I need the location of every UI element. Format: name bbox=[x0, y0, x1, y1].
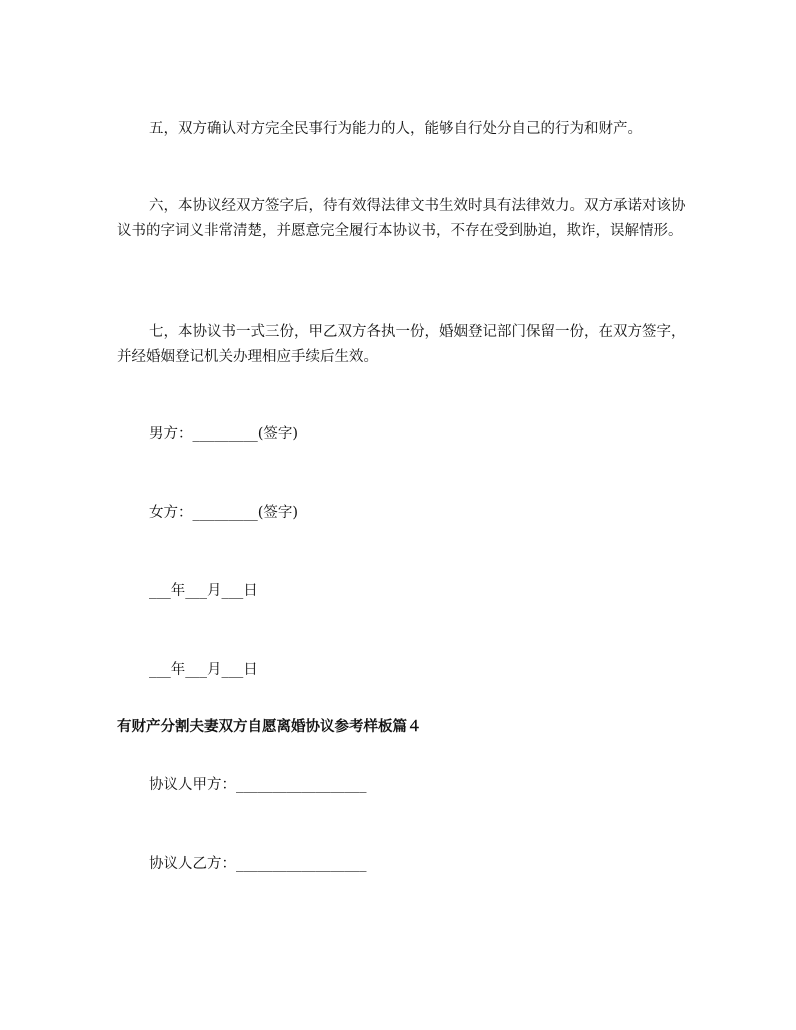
male-signature-line: 男方：_________(签字) bbox=[149, 426, 299, 442]
party-b-line: 协议人乙方：__________________ bbox=[149, 856, 367, 872]
date-line-1: ___年___月___日 bbox=[149, 583, 258, 599]
party-a-line: 协议人甲方：__________________ bbox=[149, 777, 367, 793]
clause-5-paragraph: 五，双方确认对方完全民事行为能力的人，能够自行处分自己的行为和财产。 bbox=[149, 121, 642, 137]
clause-7-paragraph: 七，本协议书一式三份，甲乙双方各执一份，婚姻登记部门保留一份，在双方签字，并经婚姻登记机关办理相应手续后生效。 bbox=[117, 324, 686, 365]
section-heading: 有财产分割夫妻双方自愿离婚协议参考样板篇４ bbox=[117, 718, 422, 735]
date-line-2: ___年___月___日 bbox=[149, 662, 258, 678]
female-signature-line: 女方：_________(签字) bbox=[149, 505, 299, 521]
clause-6-paragraph: 六，本协议经双方签字后，待有效得法律文书生效时具有法律效力。双方承诺对该协议书的字词义非常清楚，并愿意完全履行本协议书，不存在受到胁迫，欺诈，误解情形。 bbox=[117, 198, 686, 239]
